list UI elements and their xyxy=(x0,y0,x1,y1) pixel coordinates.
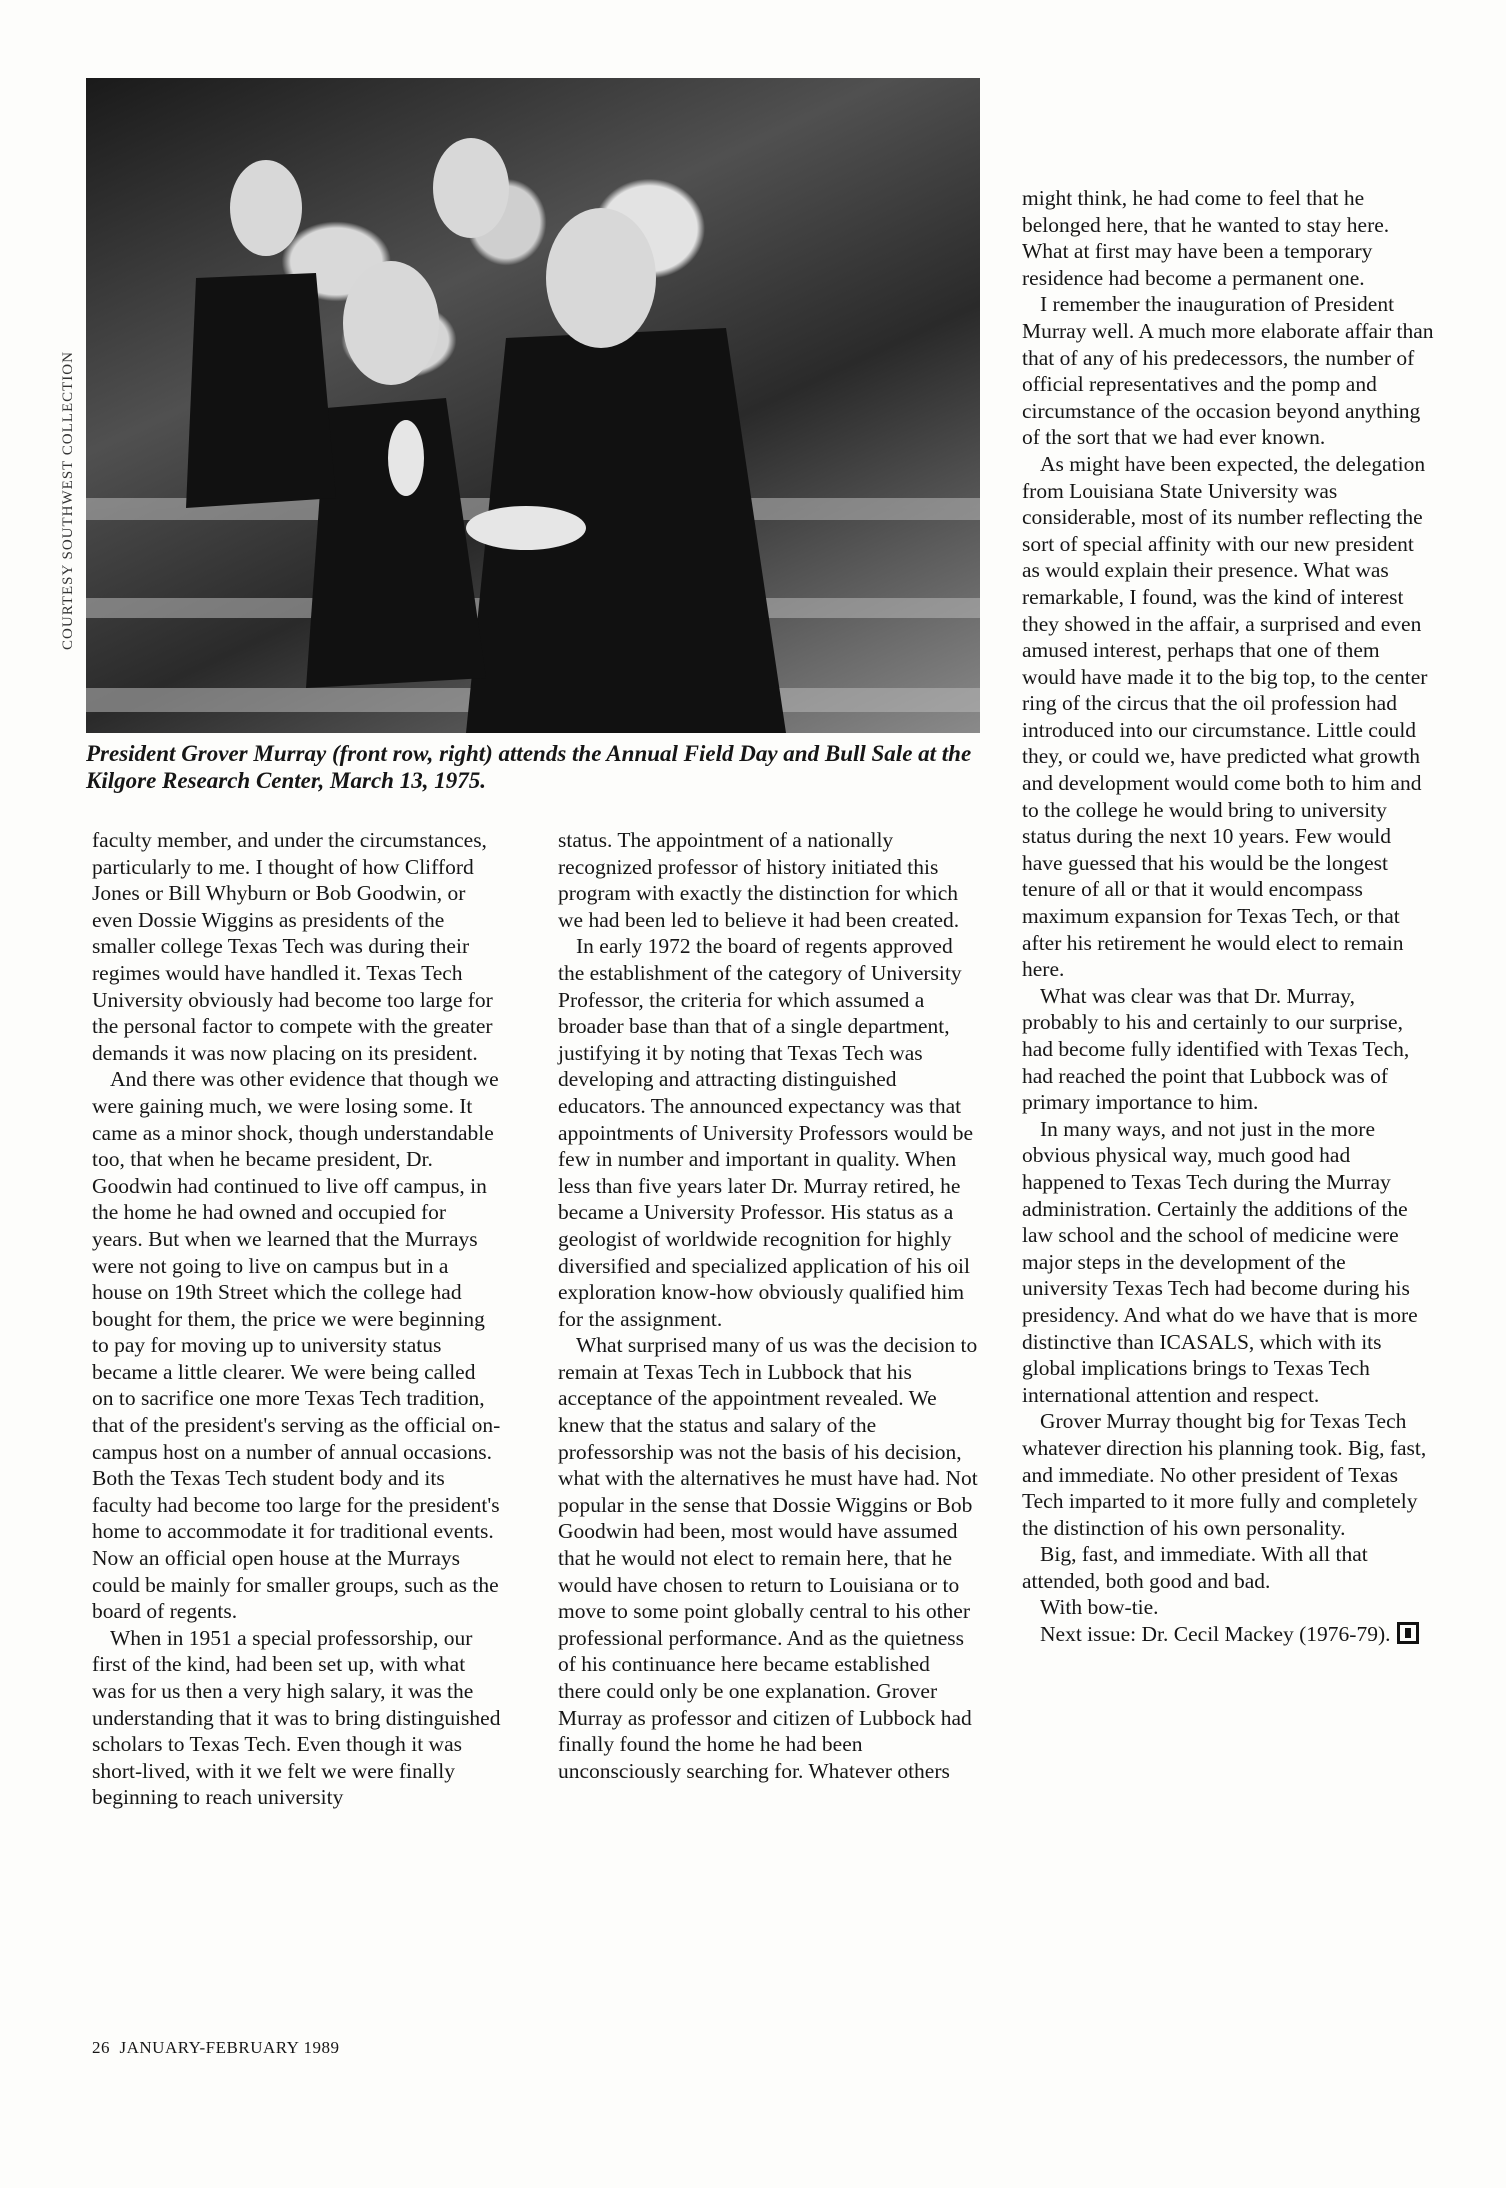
paragraph xyxy=(1022,1621,1434,1648)
next-issue-text: Next issue: Dr. Cecil Mackey (1976-79). xyxy=(1040,1622,1391,1647)
paragraph: status. The appointment of a nationally recognized professor of history initiated this program with exactly the distinction for which we had been led to believe it had been created. xyxy=(558,828,960,932)
text-column-2 xyxy=(558,827,978,1784)
paragraph: I remember the inauguration of President Murray well. A much more elaborate affair than that of any of his predecessors, the number of official representatives and the pomp and circumstance of the occasion beyond anything of the sort that we had ever known. xyxy=(1022,292,1434,450)
paragraph: What was clear was that Dr. Murray, probably to his and certainly to our surprise, had become fully identified with Texas Tech, had reached the point that Lubbock was of primary importance to him. xyxy=(1022,983,1410,1115)
page-number: 26 xyxy=(92,2038,110,2057)
photo-caption: President Grover Murray (front row, right) attends the Annual Field Day and Bull Sale at the Kilgore Research Center, March 13, 1975. xyxy=(86,741,972,793)
page-footer xyxy=(92,2038,340,2058)
photo xyxy=(86,78,980,733)
paragraph: Big, fast, and immediate. With all that attended, both good and bad. xyxy=(1022,1542,1368,1593)
text-column-1 xyxy=(92,827,502,1811)
texas-tech-logo-icon xyxy=(1397,1622,1419,1644)
paragraph: In many ways, and not just in the more obvious physical way, much good had happened to Texas Tech during the Murray administration. Certainly the additions of the law school and the school of medicine were major steps in the development of the university Texas Tech had become during his presidency. And what do we have that is more distinctive than ICASALS, which with its global implications brings to Texas Tech international attention and respect. xyxy=(1022,1116,1418,1407)
paragraph: What surprised many of us was the decision to remain at Texas Tech in Lubbock that his acceptance of the appointment revealed. We knew that the status and salary of the professorship was not the basis of his decision, what with the alternatives he must have had. Not popular in the sense that Dossie Wiggins or Bob Goodwin had been, most would have assumed that he would not elect to remain here, that he would have chosen to return to Louisiana or to move to some point globally central to his other professional performance. And as the quietness of his continuance here became established there could only be one explanation. Grover Murray as professor and citizen of Lubbock had finally found the home he had been unconsciously searching for. Whatever others xyxy=(558,1333,978,1783)
paragraph: And there was other evidence that though we were gaining much, we were losing some. It came as a minor shock, though understandable too, that when he became president, Dr. Goodwin had continued to live off campus, in the home he had owned and occupied for years. But when we learned that the Murrays were not going to live on campus but in a house on 19th Street which the college had bought for them, the price we were beginning to pay for moving up to university status became a little clearer. We were being called on to sacrifice one more Texas Tech tradition, that of the president's serving as the official on-campus host on a number of annual occasions. Both the Texas Tech student body and its faculty had become too large for the president's home to accommodate it for traditional events. Now an official open house at the Murrays could be mainly for smaller groups, such as the board of regents. xyxy=(92,1067,501,1624)
issue-date: JANUARY-FEBRUARY 1989 xyxy=(119,2038,340,2057)
paragraph: faculty member, and under the circumstances, particularly to me. I thought of how Clifford Jones or Bill Whyburn or Bob Goodwin, or even Dossie Wiggins as presidents of the smaller college Texas Tech was during their regimes would have handled it. Texas Tech University obviously had become too large for the personal factor to compete with the greater demands it was now placing on its president. xyxy=(92,828,493,1065)
paragraph: Grover Murray thought big for Texas Tech whatever direction his planning took. Big, fast, and immediate. No other president of Texas Tech imparted to it more fully and completely the distinction of his own personality. xyxy=(1022,1409,1427,1540)
photo-scene xyxy=(86,78,980,733)
paragraph: might think, he had come to feel that he belonged here, that he wanted to stay here. What at first may have been a temporary residence had become a permanent one. xyxy=(1022,186,1390,290)
paragraph: As might have been expected, the delegation from Louisiana State University was considerable, most of its number reflecting the sort of special affinity with our new president as would explain their presence. What was remarkable, I found, was the kind of interest they showed in the affair, a surprised and even amused interest, perhaps that one of them would have made it to the big top, to the center ring of the circus that the oil profession had introduced into our circumstance. Little could they, or could we, have predicted what growth and development would come both to him and to the college he would bring to university status during the next 10 years. Few would have guessed that his would be the longest tenure of all or that it would encompass maximum expansion for Texas Tech, or that after his retirement he would elect to remain here. xyxy=(1022,451,1428,982)
paragraph: In early 1972 the board of regents approved the establishment of the category of University Professor, the criteria for which assumed a broader base than that of a single department, justifying it by noting that Texas Tech was developing and attracting distinguished educators. The announced expectancy was that appointments of University Professors would be few in number and important in quality. When less than five years later Dr. Murray retired, he became a University Professor. His status as a geologist of worldwide recognition for highly diversified and specialized application of his oil exploration know-how obviously qualified him for the assignment. xyxy=(558,934,974,1331)
paragraph: When in 1951 a special professorship, our first of the kind, had been set up, with what was for us then a very high salary, it was the understanding that it was to bring distinguished scholars to Texas Tech. Even though it was short-lived, with it we felt we were finally beginning to reach university xyxy=(92,1625,501,1810)
photo-credit: COURTESY SOUTHWEST COLLECTION xyxy=(59,350,76,650)
text-column-3 xyxy=(1022,185,1434,1648)
paragraph: With bow-tie. xyxy=(1040,1595,1159,1620)
